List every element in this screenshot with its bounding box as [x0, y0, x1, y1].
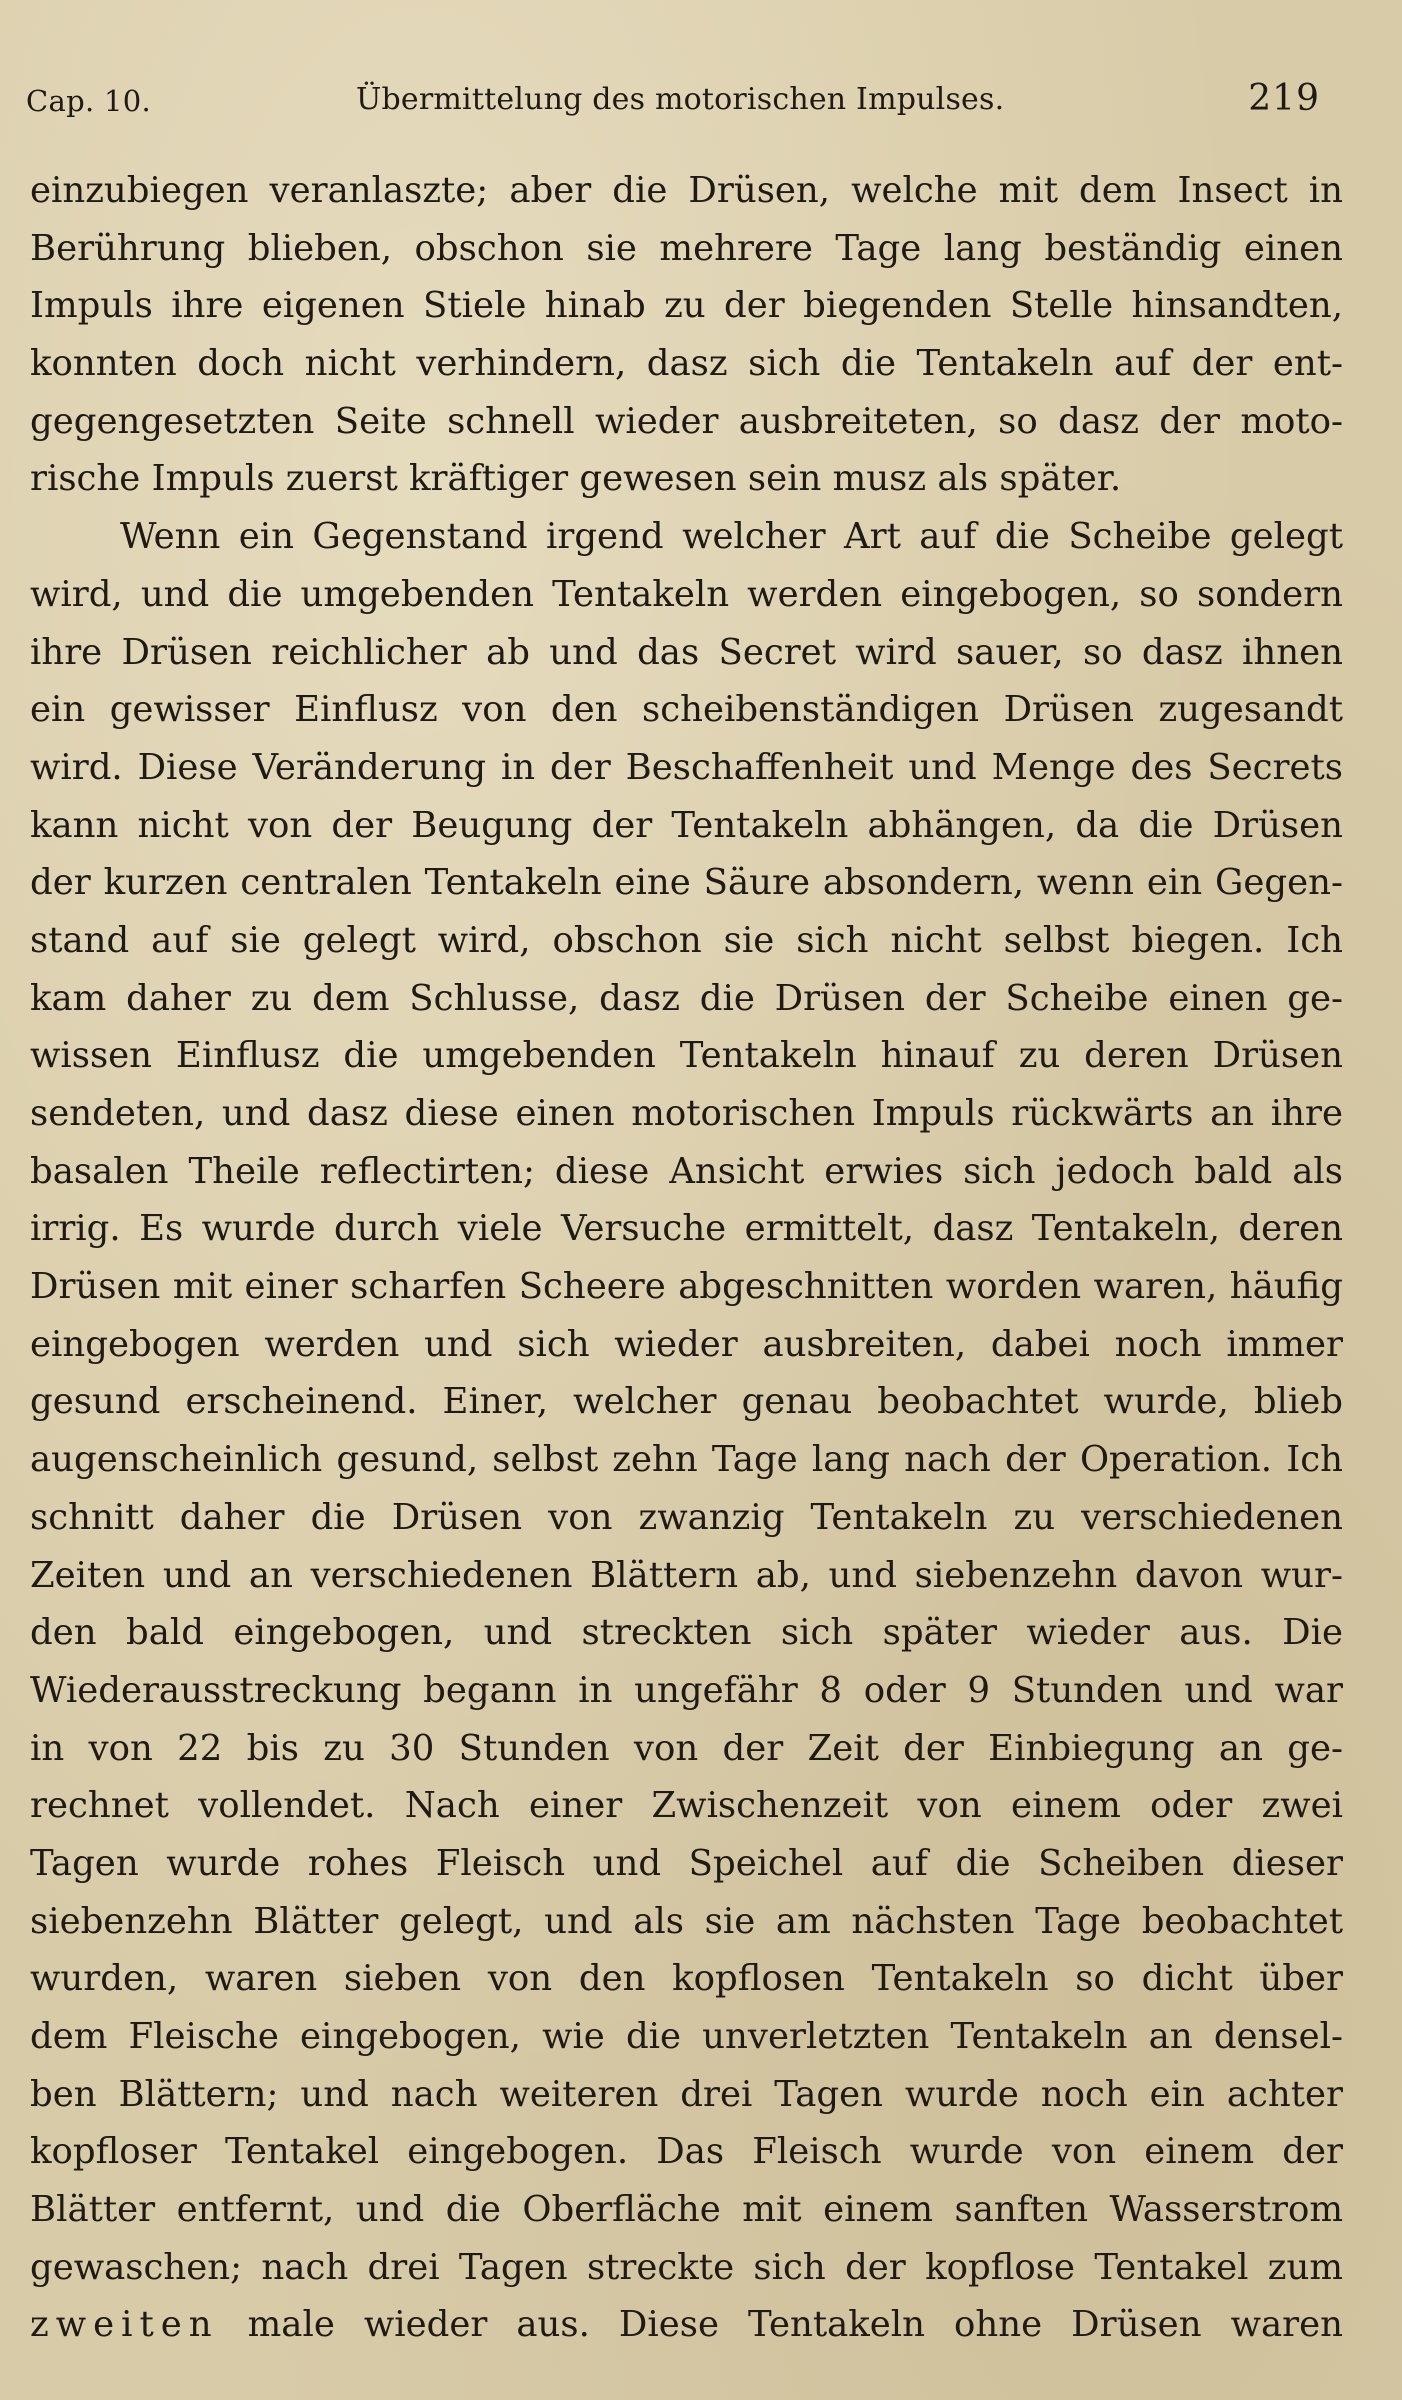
text-line: konnten doch nicht verhindern, dasz sich die Tentakeln auf der ent-	[30, 343, 1343, 385]
text-line: basalen Theile reflectirten; diese Ansicht erwies sich jedoch bald als	[30, 1150, 1343, 1192]
page-number: 219	[1248, 78, 1320, 119]
text-line: wurden, waren sieben von den kopflosen Tentakeln so dicht über	[30, 1958, 1343, 2000]
text-line: siebenzehn Blätter gelegt, und als sie am nächsten Tage beobachtet	[30, 1900, 1343, 1942]
text-line: gesund erscheinend. Einer, welcher genau beobachtet wurde, blieb	[30, 1381, 1343, 1423]
text-line: wird. Diese Veränderung in der Beschaffenheit und Menge des Secrets	[30, 746, 1343, 788]
text-line: Zeiten und an verschiedenen Blättern ab, und siebenzehn davon wur-	[30, 1554, 1343, 1596]
text-line: schnitt daher die Drüsen von zwanzig Tentakeln zu verschiedenen	[30, 1496, 1343, 1538]
text-line: sendeten, und dasz diese einen motorischen Impuls rückwärts an ihre	[30, 1093, 1343, 1134]
page-header	[26, 78, 1320, 138]
text-line: augenscheinlich gesund, selbst zehn Tage lang nach der Operation. Ich	[30, 1439, 1343, 1481]
text-line: wissen Einflusz die umgebenden Tentakeln hinauf zu deren Drüsen	[30, 1035, 1343, 1077]
text-line: Drüsen mit einer scharfen Scheere abgeschnitten worden waren, häufig	[30, 1266, 1343, 1308]
text-line: den bald eingebogen, und streckten sich später wieder aus. Die	[30, 1612, 1343, 1654]
text-line: irrig. Es wurde durch viele Versuche ermittelt, dasz Tentakeln, deren	[30, 1208, 1343, 1250]
text-line: kam daher zu dem Schlusse, dasz die Drüsen der Scheibe einen ge-	[30, 977, 1343, 1019]
text-line: gewaschen; nach drei Tagen streckte sich der kopflose Tentakel zum	[30, 2246, 1343, 2288]
text-line: kopfloser Tentakel eingebogen. Das Fleisch wurde von einem der	[30, 2131, 1343, 2173]
text-line: kann nicht von der Beugung der Tentakeln abhängen, da die Drüsen	[30, 804, 1343, 846]
chapter-label: Cap. 10.	[26, 84, 151, 118]
text-line-final	[30, 2296, 1343, 2354]
text-line: Wiederausstreckung begann in ungefähr 8 oder 9 Stunden und war	[30, 1669, 1343, 1711]
text-line: in von 22 bis zu 30 Stunden von der Zeit der Einbiegung an ge-	[30, 1727, 1343, 1769]
text-line: stand auf sie gelegt wird, obschon sie sich nicht selbst biegen. Ich	[30, 919, 1343, 961]
text-line: gegengesetzten Seite schnell wieder ausbreiteten, so dasz der moto-	[30, 400, 1343, 442]
text-line: Tagen wurde rohes Fleisch und Speichel auf die Scheiben dieser	[30, 1842, 1343, 1884]
text-line: Wenn ein Gegenstand irgend welcher Art auf die Scheibe gelegt	[120, 516, 1343, 558]
text-line: rechnet vollendet. Nach einer Zwischenzeit von einem oder zwei	[30, 1785, 1343, 1827]
text-line: ein gewisser Einflusz von den scheibenständigen Drüsen zugesandt	[30, 689, 1343, 731]
emphasized-word: zweiten	[30, 2304, 219, 2346]
text-line-rest: male wieder aus. Diese Tentakeln ohne Drüsen waren	[218, 2304, 1343, 2346]
text-line: Berührung blieben, obschon sie mehrere Tage lang beständig einen	[30, 227, 1343, 269]
running-title: Übermittelung des motorischen Impulses.	[356, 82, 1005, 117]
text-line: wird, und die umgebenden Tentakeln werden eingebogen, so sondern	[30, 573, 1343, 615]
text-line: einzubiegen veranlaszte; aber die Drüsen, welche mit dem Insect in	[30, 170, 1343, 211]
text-line: der kurzen centralen Tentakeln eine Säure absondern, wenn ein Gegen-	[30, 862, 1343, 904]
text-line: Blätter entfernt, und die Oberfläche mit einem sanften Wasserstrom	[30, 2189, 1343, 2231]
text-line: eingebogen werden und sich wieder ausbreiten, dabei noch immer	[30, 1323, 1343, 1365]
text-line: rische Impuls zuerst kräftiger gewesen sein musz als später.	[30, 458, 1122, 500]
body-text	[30, 162, 1343, 2354]
text-line: Impuls ihre eigenen Stiele hinab zu der biegenden Stelle hinsandten,	[30, 285, 1343, 327]
text-line: ben Blättern; und nach weiteren drei Tagen wurde noch ein achter	[30, 2073, 1343, 2115]
text-line: dem Fleische eingebogen, wie die unverletzten Tentakeln an densel-	[30, 2016, 1343, 2057]
text-line: ihre Drüsen reichlicher ab und das Secret wird sauer, so dasz ihnen	[30, 631, 1343, 673]
